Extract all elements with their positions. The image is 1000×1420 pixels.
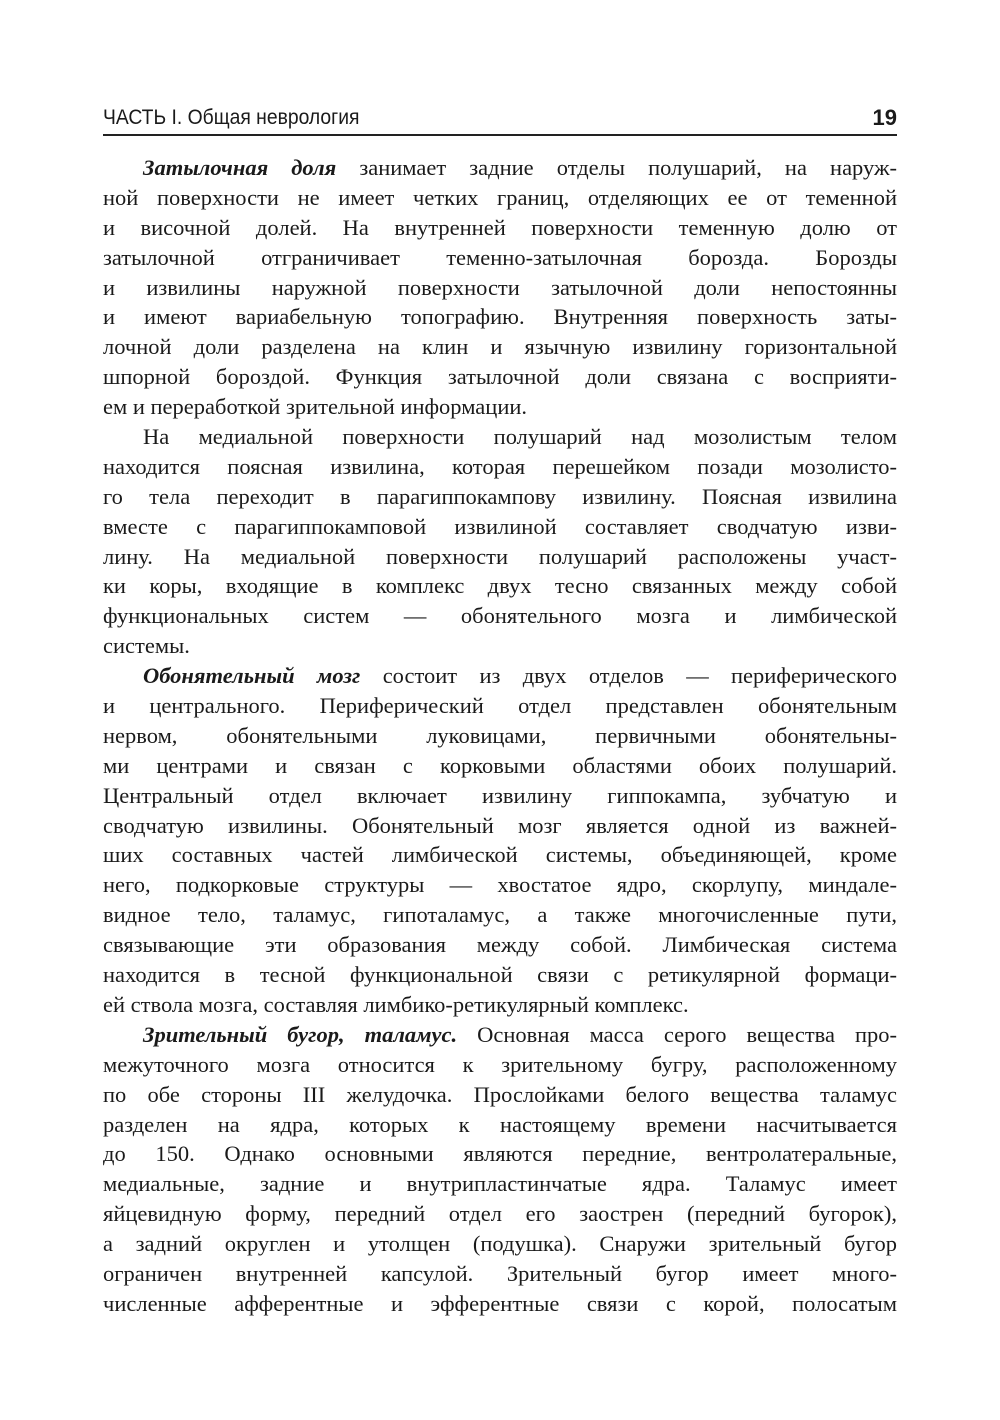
text-line [103,1169,897,1199]
text-line-content: по обе стороны III желудочка. Прослойками белого вещества таламус [103,1081,897,1107]
text-line [103,1050,897,1080]
text-line-content: до 150. Однако основными являются передние, вентролатеральные, [103,1141,897,1167]
text-line [103,512,897,542]
text-line [103,153,897,183]
text-line [103,631,897,661]
text-line-content: лочной доли разделена на клин и язычную извилину горизонтальной [103,334,897,360]
text-line [103,900,897,930]
text-line [103,781,897,811]
text-line-content: занимает задние отделы полушарий, на наруж- [336,155,897,180]
text-line-content: ем и переработкой зрительной информации. [103,394,528,420]
text-line [103,422,897,452]
text-line-content: медиальные, задние и внутрипластинчатые ядра. Таламус имеет [103,1171,897,1197]
text-line [103,213,897,243]
text-line [103,392,897,422]
text-line [103,1289,897,1319]
text-line [103,840,897,870]
text-line-content: сводчатую извилины. Обонятельный мозг является одной из важней- [103,812,897,838]
text-line [103,930,897,960]
text-line-content: численные афферентные и эфферентные связи с корой, полосатым [103,1290,897,1316]
text-line [103,1020,897,1050]
text-line-content: и извилины наружной поверхности затылочной доли непостоянны [103,274,897,300]
text-line-content: шпорной бороздой. Функция затылочной доли связана с восприяти- [103,364,897,390]
text-line-content: него, подкорковые структуры — хвостатое ядро, скорлупу, миндале- [103,872,897,898]
text-line [103,811,897,841]
text-line [103,751,897,781]
text-line-content: связывающие эти образования между собой. Лимбическая система [103,932,897,958]
text-line-content: разделен на ядра, которых к настоящему времени насчитывается [103,1111,897,1137]
paragraph [103,422,897,661]
text-line [103,1080,897,1110]
text-line [103,960,897,990]
text-line [103,482,897,512]
text-line-content: находится поясная извилина, которая перешейком позади мозолисто- [103,453,897,479]
text-line-content: ми центрами и связан с корковыми областями обоих полушарий. [103,752,897,778]
text-line [103,362,897,392]
text-line-content: находится в тесной функциональной связи с ретикулярной формаци- [103,962,897,988]
text-line [103,1110,897,1140]
text-line [103,273,897,303]
text-line-content: функциональных систем — обонятельного мозга и лимбической [103,603,897,629]
text-line [103,601,897,631]
text-line [103,243,897,273]
text-line-content: затылочной отграничивает теменно-затылочная борозда. Борозды [103,244,897,270]
text-line [103,332,897,362]
paragraph-lead-term: Затылочная доля [143,155,337,180]
text-line-content: межуточного мозга относится к зрительному бугру, расположенному [103,1051,897,1077]
text-line [103,1199,897,1229]
text-line [103,1259,897,1289]
text-line-content: На медиальной поверхности полушарий над мозолистым телом [143,424,897,450]
text-line [103,302,897,332]
text-line-content: Основная масса серого вещества про- [457,1021,897,1047]
text-line [103,183,897,213]
text-line [103,870,897,900]
paragraph-lead-term: Зрительный бугор, таламус. [143,1021,458,1047]
text-line-content: нервом, обонятельными луковицами, первичными обонятельны- [103,722,897,748]
text-line-content: состоит из двух отделов — периферического [360,663,897,689]
text-line [103,1229,897,1259]
text-line-content: вместе с парагиппокамповой извилиной составляет сводчатую изви- [103,513,897,539]
text-line-content: и имеют вариабельную топографию. Внутренняя поверхность заты- [103,304,897,330]
paragraph [103,661,897,1020]
text-line-content: лину. На медиальной поверхности полушарий расположены участ- [103,543,897,569]
text-line-content: Центральный отдел включает извилину гиппокампа, зубчатую и [103,782,897,808]
text-line-content: ших составных частей лимбической системы, объединяющей, кроме [103,842,897,868]
text-line-content: видное тело, таламус, гипоталамус, а также многочисленные пути, [103,902,897,928]
text-line [103,571,897,601]
text-line [103,721,897,751]
text-line-content: системы. [103,633,190,659]
text-line [103,691,897,721]
running-header-title: ЧАСТЬ I. Общая неврология [103,106,360,129]
text-line-content: и центрального. Периферический отдел представлен обонятельным [103,693,897,719]
text-line-content: ограничен внутренней капсулой. Зрительный бугор имеет много- [103,1260,897,1286]
text-line-content: яйцевидную форму, передний отдел его заострен (передний бугорок), [103,1201,897,1227]
text-line-content: го тела переходит в парагиппокампову извилину. Поясная извилина [103,483,897,509]
text-line [103,452,897,482]
text-line-content: а задний округлен и утолщен (подушка). Снаружи зрительный бугор [103,1231,897,1257]
text-line [103,990,897,1020]
text-line-content: ки коры, входящие в комплекс двух тесно связанных между собой [103,573,897,599]
page-body [103,153,897,1319]
text-line [103,1139,897,1169]
text-line-content: и височной долей. На внутренней поверхности теменную долю от [103,214,897,240]
paragraph [103,153,897,422]
running-header [103,104,897,136]
text-line [103,542,897,572]
text-line-content: ей ствола мозга, составляя лимбико-ретикулярный комплекс. [103,991,689,1017]
text-line-content: ной поверхности не имеет четких границ, отделяющих ее от теменной [103,184,897,210]
paragraph [103,1020,897,1319]
paragraph-lead-term: Обонятельный мозг [143,663,361,689]
page-number: 19 [872,105,897,130]
text-line [103,661,897,691]
